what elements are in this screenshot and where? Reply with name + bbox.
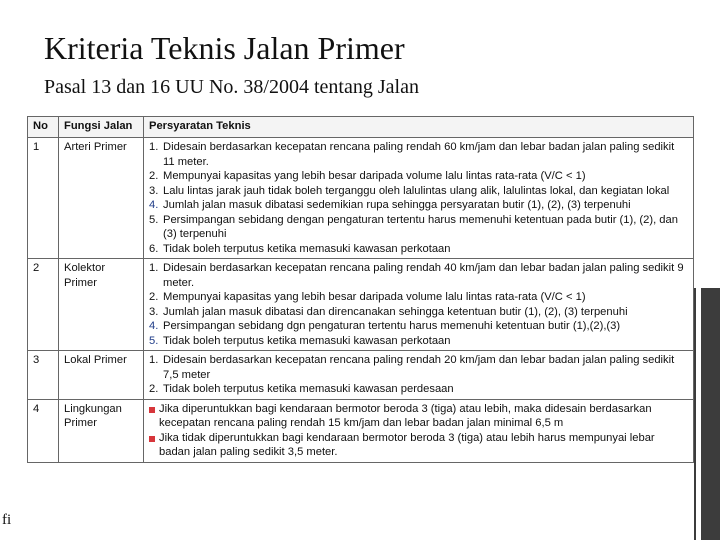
requirement-item <box>149 334 688 349</box>
item-text: Didesain berdasarkan kecepatan rencana paling rendah 60 km/jam dan lebar badan jalan paling sedikit 11 meter. <box>163 141 675 168</box>
item-number: 4. <box>149 199 159 211</box>
item-text: Tidak boleh terputus ketika memasuki kawasan perkotaan <box>163 242 451 255</box>
requirements-cell <box>144 259 694 351</box>
table-row <box>28 399 694 462</box>
row-number: 4 <box>28 399 59 462</box>
requirement-item <box>149 184 688 199</box>
table-row <box>28 351 694 400</box>
item-number: 6. <box>149 242 159 255</box>
item-text: Mempunyai kapasitas yang lebih besar daripada volume lalu lintas rata-rata (V/C < 1) <box>163 170 586 182</box>
requirement-item <box>149 213 688 242</box>
item-text: Jika tidak diperuntukkan bagi kendaraan bermotor beroda 3 (tiga) atau lebih harus mempunyai lebar badan jalan paling sedikit 3,5 meter. <box>159 431 655 458</box>
requirements-cell <box>144 138 694 259</box>
requirement-item <box>149 242 688 257</box>
row-number: 3 <box>28 351 59 400</box>
requirements-cell <box>144 399 694 462</box>
requirement-item <box>149 319 688 334</box>
requirement-item <box>149 140 688 169</box>
requirement-item <box>149 169 688 184</box>
footer-text: fi <box>2 512 12 528</box>
item-text: Tidak boleh terputus ketika memasuki kawasan perkotaan <box>163 334 451 347</box>
item-number: 4. <box>149 320 159 332</box>
decorative-side-line <box>694 288 696 540</box>
item-text: Lalu lintas jarak jauh tidak boleh terganggu oleh lalulintas ulang alik, lalulintas lokal, dan kegiatan lokal <box>163 184 670 197</box>
row-number: 2 <box>28 259 59 351</box>
road-function: Arteri Primer <box>59 138 144 259</box>
item-number: 5. <box>149 213 159 226</box>
requirement-item <box>149 382 688 397</box>
slide-subtitle: Pasal 13 dan 16 UU No. 38/2004 tentang Jalan <box>44 76 419 98</box>
row-number: 1 <box>28 138 59 259</box>
road-function: Lokal Primer <box>59 351 144 400</box>
item-text: Persimpangan sebidang dgn pengaturan tertentu harus memenuhi ketentuan butir (1),(2),(3) <box>163 320 621 332</box>
item-text: Didesain berdasarkan kecepatan rencana paling rendah 20 km/jam dan lebar badan jalan paling sedikit 7,5 meter <box>163 354 675 381</box>
criteria-table <box>27 116 694 463</box>
requirement-item <box>149 261 688 290</box>
header-no: No <box>28 117 59 138</box>
red-square-bullet-icon <box>149 407 155 413</box>
requirement-bullet-item <box>149 431 688 460</box>
item-number: 2. <box>149 291 159 303</box>
requirement-item <box>149 305 688 320</box>
header-fungsi-jalan: Fungsi Jalan <box>59 117 144 138</box>
table-header-row <box>28 117 694 138</box>
item-text: Mempunyai kapasitas yang lebih besar daripada volume lalu lintas rata-rata (V/C < 1) <box>163 291 586 303</box>
item-number: 2. <box>149 383 159 395</box>
road-function: Kolektor Primer <box>59 259 144 351</box>
table-row <box>28 138 694 259</box>
requirement-bullet-item <box>149 402 688 431</box>
requirements-list <box>149 140 688 256</box>
header-persyaratan-teknis: Persyaratan Teknis <box>144 117 694 138</box>
requirements-list <box>149 353 688 397</box>
red-square-bullet-icon <box>149 436 155 442</box>
table-row <box>28 259 694 351</box>
item-number: 1. <box>149 354 159 366</box>
requirement-item <box>149 353 688 382</box>
road-function: Lingkungan Primer <box>59 399 144 462</box>
item-number: 1. <box>149 262 159 274</box>
item-text: Tidak boleh terputus ketika memasuki kawasan perdesaan <box>163 383 454 395</box>
requirement-item <box>149 290 688 305</box>
requirements-bullet-list <box>149 402 688 460</box>
requirements-cell <box>144 351 694 400</box>
item-text: Jika diperuntukkan bagi kendaraan bermotor beroda 3 (tiga) atau lebih, maka didesain berdasarkan kecepatan rencana paling rendah 15 km/jam dan lebar badan jalan minimal 6,5 m <box>159 402 652 429</box>
requirements-list <box>149 261 688 348</box>
slide-title: Kriteria Teknis Jalan Primer <box>44 30 405 66</box>
item-text: Didesain berdasarkan kecepatan rencana paling rendah 40 km/jam dan lebar badan jalan paling sedikit 9 meter. <box>163 262 684 289</box>
item-text: Jumlah jalan masuk dibatasi sedemikian rupa sehingga persyaratan butir (1), (2), (3) terpenuhi <box>163 199 631 211</box>
item-text: Persimpangan sebidang dengan pengaturan tertentu harus memenuhi ketentuan pada butir (1), (2), dan (3) terpenuhi <box>163 213 678 240</box>
item-number: 3. <box>149 184 159 197</box>
decorative-side-bar <box>701 288 720 540</box>
requirement-item <box>149 198 688 213</box>
item-text: Jumlah jalan masuk dibatasi dan direncanakan sehingga ketentuan butir (1), (2), (3) terpenuhi <box>163 305 628 318</box>
item-number: 2. <box>149 170 159 182</box>
item-number: 5. <box>149 334 159 347</box>
item-number: 3. <box>149 305 159 318</box>
item-number: 1. <box>149 141 159 153</box>
